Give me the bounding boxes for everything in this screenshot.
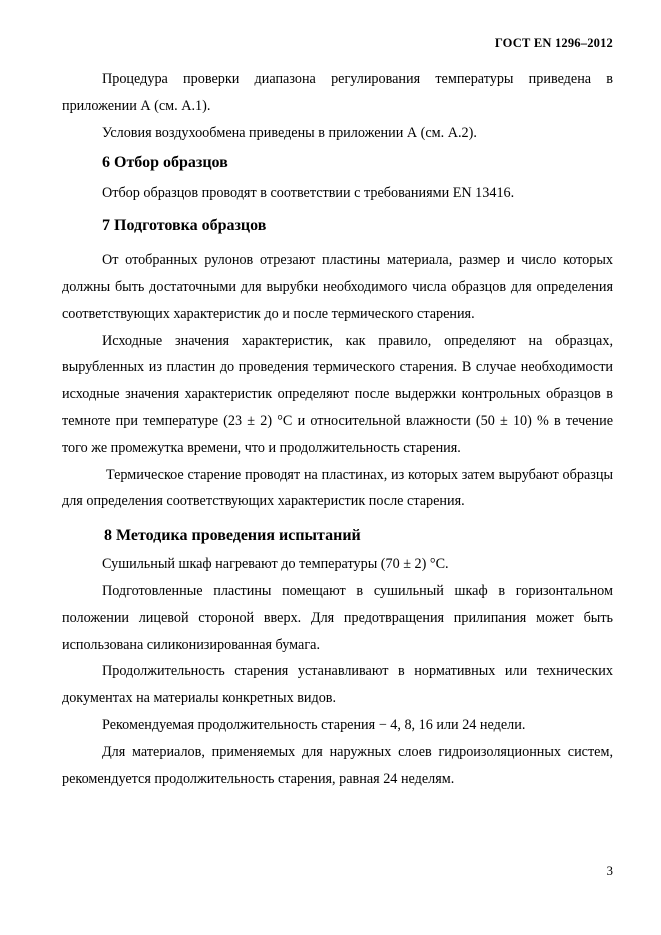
paragraph-temperature-range: Процедура проверки диапазона регулирования температуры приведена в приложении А (см. А.1). [62, 71, 613, 114]
section-8-heading: 8 Методика проведения испытаний [104, 527, 361, 545]
paragraph-cutting-plates: От отобранных рулонов отрезают пластины материала, размер и число которых должны быть достаточными для вырубки необходимого числа образцов для определения соответствующих характеристик до и после термического старения. [62, 252, 613, 322]
page-number: 3 [606, 863, 613, 878]
standard-header: ГОСТ EN 1296–2012 [494, 36, 613, 50]
paragraph-recommended-duration: Рекомендуемая продолжительность старения − 4, 8, 16 или 24 недели. [102, 716, 526, 733]
section-7-heading: 7 Подготовка образцов [102, 217, 267, 235]
paragraph-outer-layers: Для материалов, применяемых для наружных слоев гидроизоляционных систем, рекомендуется продолжительность старения, равная 24 неделям. [62, 743, 613, 787]
paragraph-air-exchange: Условия воздухообмена приведены в приложении А (см. А.2). [102, 124, 477, 141]
paragraph-oven-heating: Сушильный шкаф нагревают до температуры (70 ± 2) °С. [102, 556, 449, 573]
document-body [62, 66, 613, 792]
section-6-heading: 6 Отбор образцов [102, 154, 228, 172]
paragraph-sampling: Отбор образцов проводят в соответствии с требованиями EN 13416. [102, 185, 515, 202]
paragraph-thermal-aging: Термическое старение проводят на пластинах, из которых затем вырубают образцы для определения соответствующих характеристик после старения. [62, 466, 613, 510]
paragraph-initial-values: Исходные значения характеристик, как правило, определяют на образцах, вырубленных из пластин до проведения термического старения. В случае необходимости исходные значения характеристик определяют после выдержки контрольных образцов в темноте при температуре (23 ± 2) °С и относительной влажности (50 ± 10) % в течение того же промежутка времени, что и продолжительность старения. [62, 332, 613, 456]
paragraph-aging-duration: Продолжительность старения устанавливают в нормативных или технических документах на материалы конкретных видов. [62, 663, 613, 707]
paragraph-placing-plates: Подготовленные пластины помещают в сушильный шкаф в горизонтальном положении лицевой стороной вверх. Для предотвращения прилипания может быть использована силиконизированная бумага. [62, 582, 613, 653]
